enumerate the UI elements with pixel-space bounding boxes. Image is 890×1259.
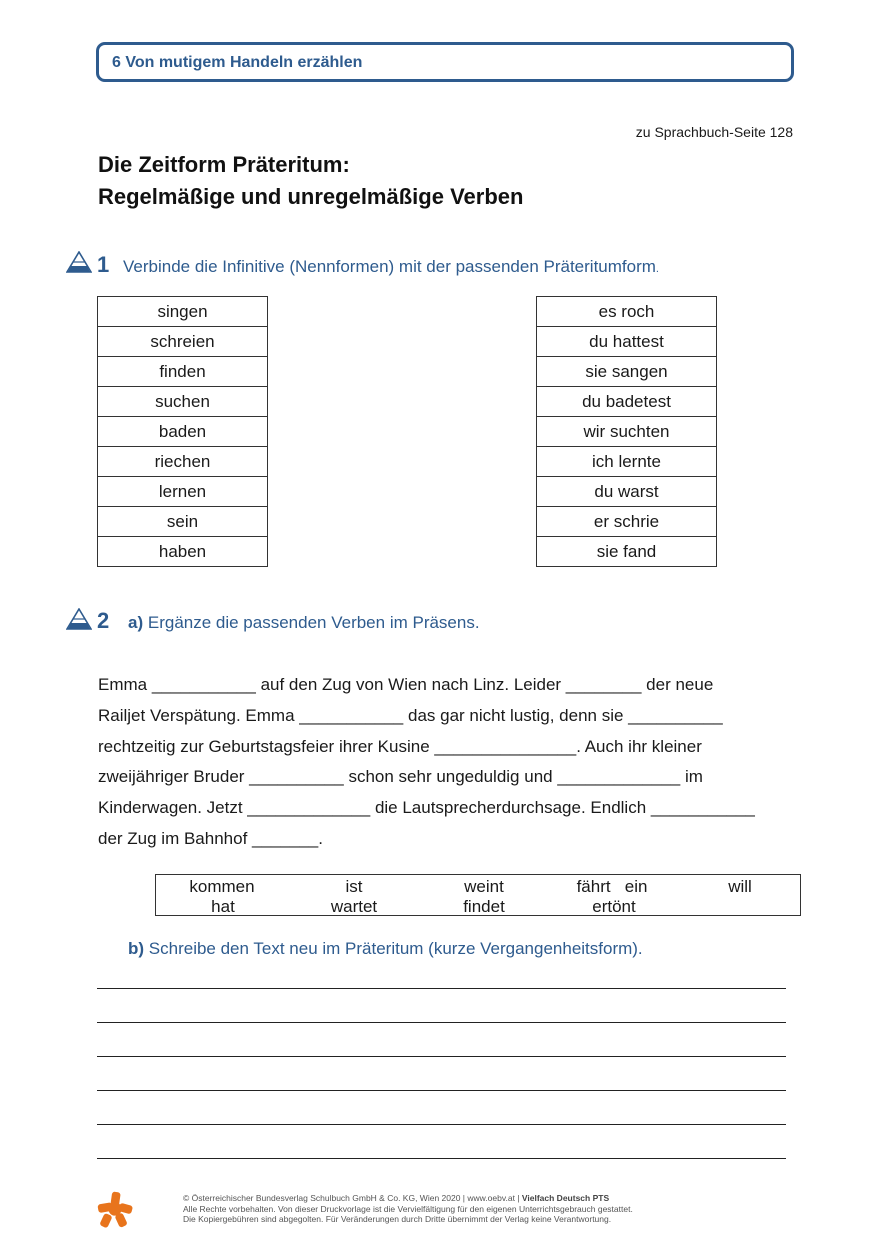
table-row bbox=[537, 537, 717, 567]
preterite-cell[interactable]: du badetest bbox=[537, 387, 717, 417]
table-row bbox=[98, 507, 268, 537]
word-bank-item: ist bbox=[345, 877, 363, 896]
footer-line-1: © Österreichischer Bundesverlag Schulbuch GmbH & Co. KG, Wien 2020 | www.oebv.at | Vielfach Deutsch PTS bbox=[183, 1193, 610, 1203]
task-2a-instruction: a) Ergänze die passenden Verben im Präsens. bbox=[128, 613, 480, 632]
word-bank-item: kommen bbox=[189, 877, 255, 896]
preterite-cell[interactable]: sie sangen bbox=[537, 357, 717, 387]
infinitive-cell[interactable]: haben bbox=[98, 537, 268, 567]
difficulty-pyramid-icon bbox=[66, 251, 92, 273]
word-bank-item: wartet bbox=[330, 897, 378, 916]
table-row bbox=[98, 297, 268, 327]
page-title bbox=[98, 149, 523, 213]
table-row bbox=[537, 477, 717, 507]
word-bank-item: fährt ein bbox=[576, 877, 648, 896]
task-1-instruction: Verbinde die Infinitive (Nennformen) mit der passenden Präteritumform. bbox=[123, 257, 659, 276]
table-row bbox=[537, 417, 717, 447]
writing-line[interactable] bbox=[97, 1158, 786, 1159]
word-bank bbox=[155, 874, 801, 916]
preterite-cell[interactable]: wir suchten bbox=[537, 417, 717, 447]
table-row bbox=[98, 327, 268, 357]
difficulty-pyramid-icon bbox=[66, 608, 92, 630]
preterite-cell[interactable]: du hattest bbox=[537, 327, 717, 357]
preterite-cell[interactable]: er schrie bbox=[537, 507, 717, 537]
preterite-cell[interactable]: es roch bbox=[537, 297, 717, 327]
table-row bbox=[537, 357, 717, 387]
table-row bbox=[98, 387, 268, 417]
table-row bbox=[537, 447, 717, 477]
footer-line-2: Alle Rechte vorbehalten. Von dieser Druckvorlage ist die Vervielfältigung für den eigenen Unterrichtsgebrauch gestattet. bbox=[183, 1203, 633, 1214]
word-bank-item: findet bbox=[463, 897, 505, 916]
publisher-logo-icon bbox=[96, 1190, 134, 1228]
infinitive-cell[interactable]: sein bbox=[98, 507, 268, 537]
writing-line[interactable] bbox=[97, 988, 786, 989]
infinitive-cell[interactable]: lernen bbox=[98, 477, 268, 507]
word-bank-item: hat bbox=[211, 897, 235, 916]
infinitive-cell[interactable]: baden bbox=[98, 417, 268, 447]
word-bank-item: weint bbox=[464, 877, 504, 896]
table-row bbox=[98, 537, 268, 567]
infinitives-table bbox=[97, 296, 268, 567]
task-1-number: 1 bbox=[97, 252, 110, 277]
footer-line-3: Die Kopiergebühren sind abgegolten. Für Veränderungen durch Dritte übernimmt der Verlag keine Verantwortung. bbox=[183, 1214, 612, 1225]
writing-line[interactable] bbox=[97, 1090, 786, 1091]
gap-fill-line: Railjet Verspätung. Emma ___________ das gar nicht lustig, denn sie __________ bbox=[98, 705, 723, 725]
chapter-title: 6 Von mutigem Handeln erzählen bbox=[112, 54, 363, 71]
preterite-cell[interactable]: du warst bbox=[537, 477, 717, 507]
infinitive-cell[interactable]: riechen bbox=[98, 447, 268, 477]
writing-line[interactable] bbox=[97, 1056, 786, 1057]
gap-fill-line: rechtzeitig zur Geburtstagsfeier ihrer Kusine _______________. Auch ihr kleiner bbox=[98, 736, 702, 756]
infinitive-cell[interactable]: finden bbox=[98, 357, 268, 387]
title-line-1: Die Zeitform Präteritum: bbox=[98, 152, 350, 177]
table-row bbox=[98, 477, 268, 507]
task-2b-instruction: b) Schreibe den Text neu im Präteritum (kurze Vergangenheitsform). bbox=[128, 939, 643, 958]
table-row bbox=[537, 387, 717, 417]
table-row bbox=[537, 327, 717, 357]
textbook-reference: zu Sprachbuch-Seite 128 bbox=[635, 124, 793, 140]
word-bank-item: ertönt bbox=[592, 897, 636, 916]
table-row bbox=[537, 297, 717, 327]
preterite-cell[interactable]: sie fand bbox=[537, 537, 717, 567]
writing-line[interactable] bbox=[97, 1124, 786, 1125]
gap-fill-line: Emma ___________ auf den Zug von Wien nach Linz. Leider ________ der neue bbox=[98, 675, 714, 694]
task-2-number: 2 bbox=[97, 608, 110, 633]
copyright-footer bbox=[183, 1193, 633, 1225]
gap-fill-line: zweijähriger Bruder __________ schon sehr ungeduldig und _____________ im bbox=[98, 767, 703, 787]
table-row bbox=[98, 417, 268, 447]
title-line-2: Regelmäßige und unregelmäßige Verben bbox=[98, 184, 524, 209]
infinitive-cell[interactable]: suchen bbox=[98, 387, 268, 417]
gap-fill-line: der Zug im Bahnhof _______. bbox=[98, 828, 323, 848]
word-bank-item: will bbox=[728, 877, 752, 896]
preterite-cell[interactable]: ich lernte bbox=[537, 447, 717, 477]
writing-line[interactable] bbox=[97, 1022, 786, 1023]
gap-fill-line: Kinderwagen. Jetzt _____________ die Lautsprecherdurchsage. Endlich ___________ bbox=[98, 798, 755, 818]
table-row bbox=[98, 447, 268, 477]
infinitive-cell[interactable]: schreien bbox=[98, 327, 268, 357]
table-row bbox=[98, 357, 268, 387]
chapter-header-box bbox=[96, 42, 794, 82]
infinitive-cell[interactable]: singen bbox=[98, 297, 268, 327]
gap-fill-text bbox=[98, 670, 808, 855]
table-row bbox=[537, 507, 717, 537]
preterite-forms-table bbox=[536, 296, 717, 567]
